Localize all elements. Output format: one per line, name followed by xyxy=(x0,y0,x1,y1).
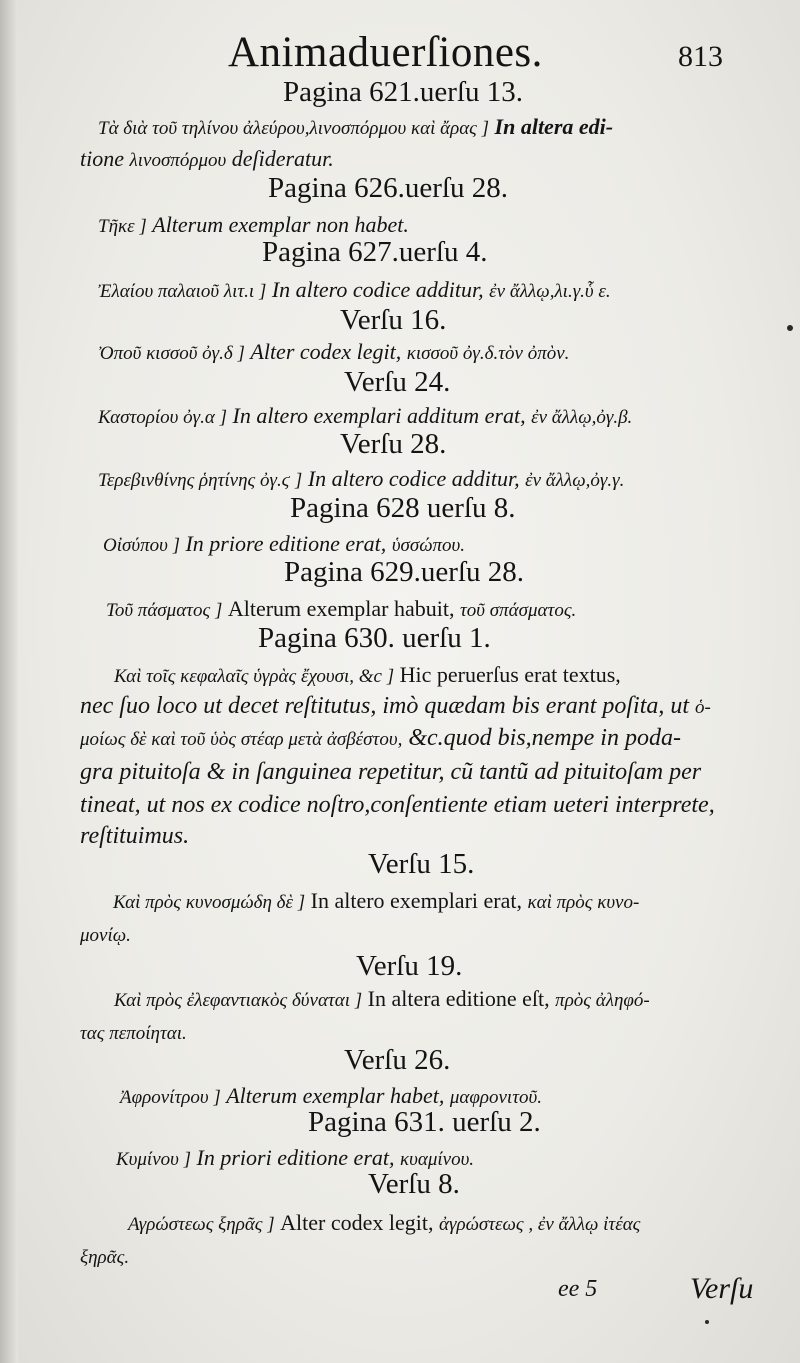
text-line: Οἰσύπου ] In priore editione erat, ὑσσώπου. xyxy=(103,531,466,556)
text-line: Καὶ πρὸς ἐλεφαντιακὸς δύναται ] In altera editione eſt, πρὸς ἀληφό- xyxy=(114,986,650,1011)
text-line: Ὀποῦ κισσοῦ ὀγ.δ ] Alter codex legit, κισσοῦ ὀγ.δ.τὸν ὀπὸν. xyxy=(98,339,570,364)
text-line: reſtituimus. xyxy=(80,823,190,849)
section-heading: Verſu 15. xyxy=(368,848,475,880)
section-heading: Verſu 16. xyxy=(340,304,447,336)
text-line: tineat, ut nos ex codice noſtro,conſentiente etiam ueteri interprete, xyxy=(80,792,715,818)
text-line: Αγρώστεως ξηρᾶς ] Alter codex legit, ἀγρώστεως , ἐν ἄλλῳ ἰτέας xyxy=(128,1210,641,1235)
text-line: nec ſuo loco ut decet reſtitutus, imò quædam bis erant poſita, ut ὁ- xyxy=(80,693,711,719)
section-heading: Verſu 24. xyxy=(344,366,451,398)
text-line: Καστορίου ὀγ.α ] In altero exemplari additum erat, ἐν ἄλλῳ,ὀγ.β. xyxy=(98,403,633,428)
text-line: gra pituitoſa & in ſanguinea repetitur, cũ tantũ ad pituitoſam per xyxy=(80,759,702,785)
text-line: tione λινοσπόρμου deſideratur. xyxy=(80,146,334,171)
text-line: Τερεβινθίνης ῥητίνης ὀγ.ϛ ] In altero codice additur, ἐν ἄλλῳ,ὀγ.γ. xyxy=(98,466,625,491)
text-line: τας πεποίηται. xyxy=(80,1023,187,1044)
text-line: μονίῳ. xyxy=(80,925,131,946)
catchword: Verſu xyxy=(690,1272,754,1305)
text-line: μοίως δὲ καὶ τοῦ ὑὸς στέαρ μετὰ ἀσβέστου, &c.quod bis,nempe in poda- xyxy=(80,725,681,751)
text-line: Ἐλαίου παλαιοῦ λιτ.ι ] In altero codice additur, ἐν ἄλλῳ,λι.γ.ὗ ε. xyxy=(98,277,611,302)
page-gutter-shadow xyxy=(0,0,18,1363)
text-line: Καὶ πρὸς κυνοσμώδη δὲ ] In altero exemplari erat, καὶ πρὸς κυνο- xyxy=(113,888,640,913)
text-line: Τὰ διὰ τοῦ τηλίνου ἀλεύρου,λινοσπόρμου καὶ ἄρας ] In altera edi- xyxy=(98,114,614,139)
text-line: Τοῦ πάσματος ] Alterum exemplar habuit, τοῦ σπάσματος. xyxy=(106,596,577,621)
section-heading: Pagina 621.uerſu 13. xyxy=(283,76,524,108)
section-heading: Pagina 629.uerſu 28. xyxy=(284,556,525,588)
text-line: Καὶ τοῖς κεφαλαῖς ὑγρὰς ἔχουσι, &c ] Hic peruerſus erat textus, xyxy=(114,662,621,687)
text-line: Τῆκε ] Alterum exemplar non habet. xyxy=(98,212,409,237)
section-heading: Pagina 630. uerſu 1. xyxy=(258,622,491,654)
ink-speck xyxy=(705,1320,709,1324)
text-line: Κυμίνου ] In priori editione erat, κυαμίνου. xyxy=(116,1145,475,1170)
running-head: Animaduerſiones. xyxy=(228,29,543,76)
ink-speck xyxy=(787,325,793,331)
section-heading: Pagina 628 uerſu 8. xyxy=(290,492,516,524)
section-heading: Pagina 626.uerſu 28. xyxy=(268,172,509,204)
page-number: 813 xyxy=(678,40,723,73)
section-heading: Verſu 19. xyxy=(356,950,463,982)
section-heading: Pagina 631. uerſu 2. xyxy=(308,1106,541,1138)
text-line: ξηρᾶς. xyxy=(80,1247,130,1268)
section-heading: Verſu 26. xyxy=(344,1044,451,1076)
signature-mark: ee 5 xyxy=(558,1276,598,1302)
text-line: Ἀφρονίτρου ] Alterum exemplar habet, μαφρονιτοῦ. xyxy=(120,1083,542,1108)
section-heading: Verſu 8. xyxy=(368,1168,460,1200)
section-heading: Pagina 627.uerſu 4. xyxy=(262,236,488,268)
section-heading: Verſu 28. xyxy=(340,428,447,460)
